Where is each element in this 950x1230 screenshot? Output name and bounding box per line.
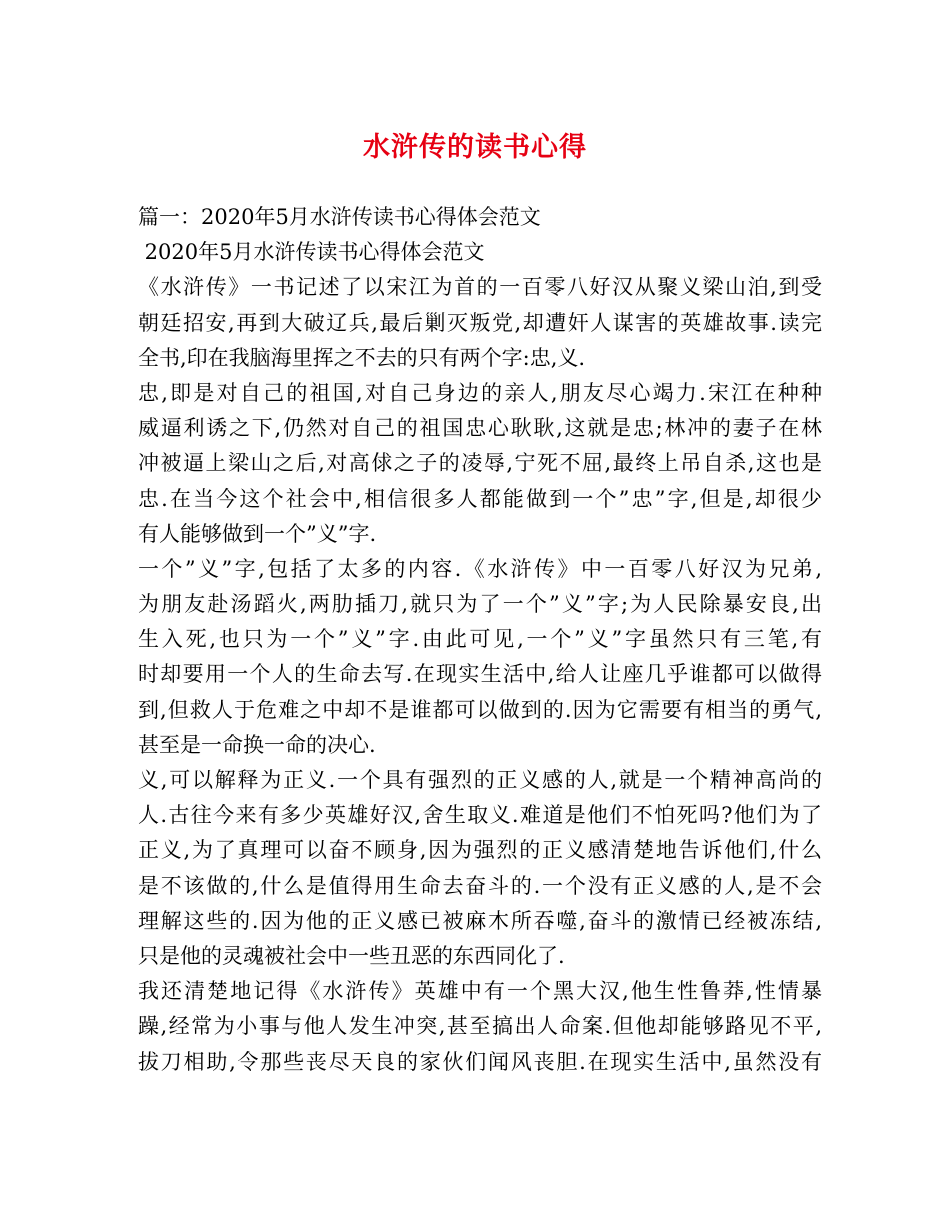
text-line: 人.古往今来有多少英雄好汉,舍生取义.难道是他们不怕死吗?他们为了 — [138, 803, 822, 828]
document-body — [138, 200, 822, 1080]
text-line: 朝廷招安,再到大破辽兵,最后剿灭叛党,却遭奸人谋害的英雄故事.读完 — [138, 310, 822, 335]
text-line: 躁,经常为小事与他人发生冲突,甚至搞出人命案.但他却能够路见不平, — [138, 1014, 822, 1039]
text-line: 全书,印在我脑海里挥之不去的只有两个字:忠,义. — [138, 345, 586, 370]
text-line: 忠.在当今这个社会中,相信很多人都能做到一个”忠”字,但是,却很少 — [138, 486, 822, 511]
text-line: 是不该做的,什么是值得用生命去奋斗的.一个没有正义感的人,是不会 — [138, 873, 822, 898]
text-line: 生入死,也只为一个”义”字.由此可见,一个”义”字虽然只有三笔,有 — [138, 627, 822, 652]
text-line: 理解这些的.因为他的正义感已被麻木所吞噬,奋斗的激情已经被冻结, — [138, 908, 822, 933]
text-line: 我还清楚地记得《水浒传》英雄中有一个黑大汉,他生性鲁莽,性情暴 — [138, 979, 822, 1004]
text-line: 一个”义”字,包括了太多的内容.《水浒传》中一百零八好汉为兄弟, — [138, 556, 822, 581]
text-line: 篇一：2020年5月水浒传读书心得体会范文 — [138, 205, 541, 229]
text-line: 义,可以解释为正义.一个具有强烈的正义感的人,就是一个精神高尚的 — [138, 768, 822, 792]
text-line: 有人能够做到一个”义”字. — [138, 521, 377, 546]
text-line: 到,但救人于危难之中却不是谁都可以做到的.因为它需要有相当的勇气, — [138, 697, 822, 722]
text-line: 正义,为了真理可以奋不顾身,因为强烈的正义感清楚地告诉他们,什么 — [138, 838, 822, 863]
text-line: 冲被逼上梁山之后,对高俅之子的凌辱,宁死不屈,最终上吊自杀,这也是 — [138, 451, 822, 476]
text-line: 忠,即是对自己的祖国,对自己身边的亲人,朋友尽心竭力.宋江在种种 — [138, 380, 822, 405]
text-line: 时却要用一个人的生命去写.在现实生活中,给人让座几乎谁都可以做得 — [138, 662, 822, 687]
text-line: 甚至是一命换一命的决心. — [138, 732, 376, 757]
document-title: 水浒传的读书心得 — [363, 132, 587, 163]
text-line: 只是他的灵魂被社会中一些丑恶的东西同化了. — [138, 943, 565, 968]
text-line: 2020年5月水浒传读书心得体会范文 — [138, 240, 485, 265]
text-line: 《水浒传》一书记述了以宋江为首的一百零八好汉从聚义梁山泊,到受 — [138, 275, 822, 300]
text-line: 威逼利诱之下,仍然对自己的祖国忠心耿耿,这就是忠;林冲的妻子在林 — [138, 416, 822, 441]
text-line: 为朋友赴汤蹈火,两肋插刀,就只为了一个”义”字;为人民除暴安良,出 — [138, 592, 822, 617]
text-line: 拔刀相助,令那些丧尽天良的家伙们闻风丧胆.在现实生活中,虽然没有 — [138, 1049, 822, 1074]
